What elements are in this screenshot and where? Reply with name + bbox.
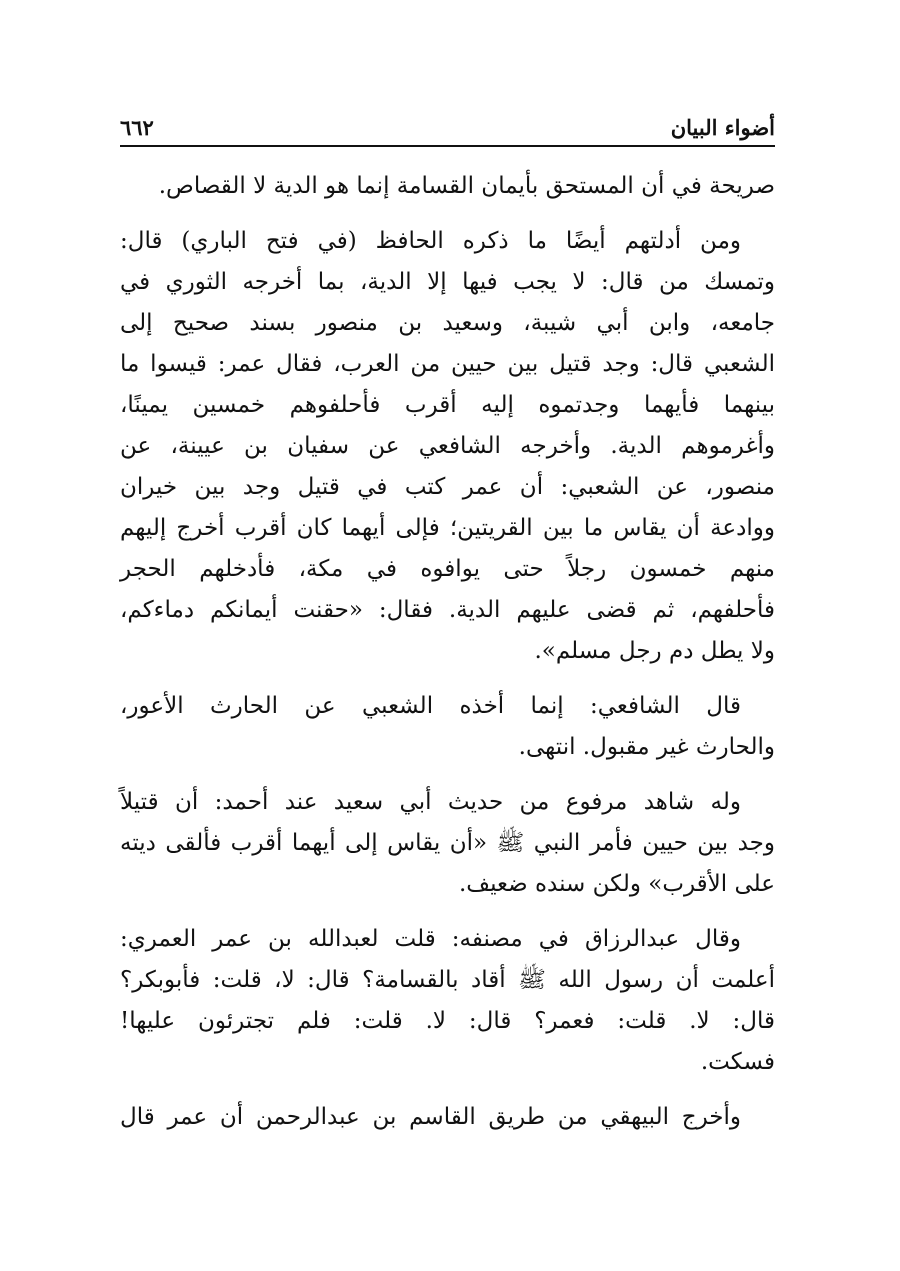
paragraph-6 bbox=[120, 1097, 775, 1138]
text-line: صريحة في أن المستحق بأيمان القسامة إنما هو الدية لا القصاص. bbox=[158, 173, 775, 199]
text-line: قال الشافعي: إنما أخذه الشعبي عن الحارث الأعور، bbox=[120, 693, 741, 719]
paragraph-2 bbox=[120, 221, 775, 672]
text-line: وأغرموهم الدية. وأخرجه الشافعي عن سفيان بن عيينة، عن bbox=[120, 433, 775, 459]
text-line: أعلمت أن رسول الله ﷺ أقاد بالقسامة؟ قال: لا، قلت: فأبوبكر؟ bbox=[120, 967, 775, 993]
text-line: الشعبي قال: وجد قتيل بين حيين من العرب، فقال عمر: قيسوا ما bbox=[120, 351, 775, 377]
text-line: على الأقرب» ولكن سنده ضعيف. bbox=[458, 871, 775, 897]
text-line: وأخرج البيهقي من طريق القاسم بن عبدالرحمن أن عمر قال bbox=[120, 1104, 741, 1130]
text-line: ولا يطل دم رجل مسلم». bbox=[534, 638, 775, 664]
text-line: فأحلفهم، ثم قضى عليهم الدية. فقال: «حقنت أيمانكم دماءكم، bbox=[120, 597, 775, 623]
text-line: وقال عبدالرزاق في مصنفه: قلت لعبدالله بن عمر العمري: bbox=[120, 926, 741, 952]
page-number: ٦٦٢ bbox=[120, 115, 154, 140]
paragraph-1 bbox=[120, 166, 775, 207]
text-line: ومن أدلتهم أيضًا ما ذكره الحافظ (في فتح الباري) قال: bbox=[120, 228, 741, 254]
book-title: أضواء البيان bbox=[670, 115, 775, 140]
body-text bbox=[120, 166, 775, 1152]
text-line: جامعه، وابن أبي شيبة، وسعيد بن منصور بسند صحيح إلى bbox=[120, 310, 775, 336]
text-line: منهم خمسون رجلاً حتى يوافوه في مكة، فأدخلهم الحجر bbox=[120, 556, 775, 582]
text-line: وتمسك من قال: لا يجب فيها إلا الدية، بما أخرجه الثوري في bbox=[120, 269, 775, 295]
running-header bbox=[120, 108, 775, 140]
paragraph-3 bbox=[120, 686, 775, 768]
text-line: فسكت. bbox=[700, 1049, 775, 1075]
text-line: منصور، عن الشعبي: أن عمر كتب في قتيل وجد بين خيران bbox=[120, 474, 775, 500]
text-line: ووادعة أن يقاس ما بين القريتين؛ فإلى أيهما كان أقرب أخرج إليهم bbox=[120, 515, 775, 541]
paragraph-4 bbox=[120, 782, 775, 905]
text-line: والحارث غير مقبول. انتهى. bbox=[518, 734, 775, 760]
text-line: قال: لا. قلت: فعمر؟ قال: لا. قلت: فلم تجترئون عليها! bbox=[120, 1008, 775, 1034]
header-rule bbox=[120, 145, 775, 147]
text-line: بينهما فأيهما وجدتموه إليه أقرب فأحلفوهم خمسين يمينًا، bbox=[120, 392, 775, 418]
text-line: وله شاهد مرفوع من حديث أبي سعيد عند أحمد: أن قتيلاً bbox=[120, 789, 741, 815]
text-line: وجد بين حيين فأمر النبي ﷺ «أن يقاس إلى أيهما أقرب فألقى ديته bbox=[120, 830, 775, 856]
paragraph-5 bbox=[120, 919, 775, 1083]
